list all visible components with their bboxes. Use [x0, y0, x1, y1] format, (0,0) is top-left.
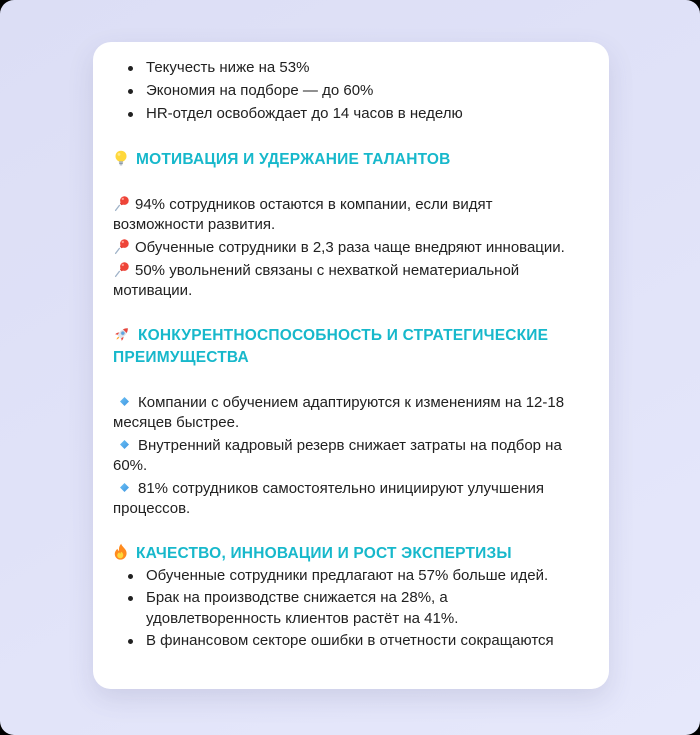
list-item-text: Брак на производстве снижается на 28%, а удовлетворенность клиентов растёт на 41%.: [146, 589, 459, 627]
section-title-motivation: [113, 149, 585, 171]
pin-item: [113, 195, 585, 235]
pushpin-icon: [113, 238, 130, 255]
section-title-text: КОНКУРЕНТНОСПОСОБНОСТЬ И СТРАТЕГИЧЕСКИЕ ПРЕИМУЩЕСТВА: [113, 327, 549, 366]
section-title-text: МОТИВАЦИЯ И УДЕРЖАНИЕ ТАЛАНТОВ: [136, 151, 451, 168]
bullet-dot-icon: [128, 66, 133, 71]
list-item: [113, 587, 585, 629]
diamond-icon: [120, 440, 129, 449]
pin-item: [113, 261, 585, 301]
list-item-text: Экономия на подборе — до 60%: [146, 82, 374, 99]
section-title-text: КАЧЕСТВО, ИННОВАЦИИ И РОСТ ЭКСПЕРТИЗЫ: [136, 545, 512, 562]
rocket-icon: [113, 325, 131, 343]
diamond-icon: [120, 483, 129, 492]
list-item-text: HR-отдел освобождает до 14 часов в неделю: [146, 105, 463, 122]
diamond-item: [113, 479, 585, 519]
quality-list: [113, 565, 585, 651]
fire-icon: [113, 543, 129, 561]
section-title-quality: [113, 543, 585, 565]
diamond-item: [113, 393, 585, 433]
content-card: [93, 42, 609, 689]
section-title-competitiveness: [113, 325, 585, 369]
diamond-item-text: Компании с обучением адаптируются к изменениям на 12-18 месяцев быстрее.: [113, 394, 565, 431]
pin-item: [113, 238, 585, 258]
list-item: [113, 103, 585, 125]
pin-item-text: Обученные сотрудники в 2,3 раза чаще внедряют инновации.: [135, 239, 565, 256]
bullet-dot-icon: [128, 574, 133, 579]
card-bottom-fade: [93, 659, 609, 689]
diamond-item-text: Внутренний кадровый резерв снижает затраты на подбор на 60%.: [113, 437, 562, 474]
pin-item-text: 94% сотрудников остаются в компании, если видят возможности развития.: [113, 196, 493, 233]
intro-list: [113, 57, 585, 125]
list-item: [113, 80, 585, 102]
pushpin-icon: [113, 261, 130, 278]
diamond-icon: [120, 397, 129, 406]
section-body-motivation: [113, 195, 585, 301]
diamond-item-text: 81% сотрудников самостоятельно инициируют улучшения процессов.: [113, 480, 545, 517]
list-item-text: Текучесть ниже на 53%: [146, 59, 310, 76]
pushpin-icon: [113, 195, 130, 212]
list-item-text: В финансовом секторе ошибки в отчетности сокращаются: [146, 632, 554, 649]
list-item: [113, 565, 585, 586]
lightbulb-icon: [113, 150, 129, 167]
bullet-dot-icon: [128, 596, 133, 601]
pin-item-text: 50% увольнений связаны с нехваткой нематериальной мотивации.: [113, 262, 520, 299]
bullet-dot-icon: [128, 89, 133, 94]
list-item: [113, 57, 585, 79]
section-body-competitiveness: [113, 393, 585, 519]
bullet-dot-icon: [128, 112, 133, 117]
diamond-item: [113, 436, 585, 476]
list-item: [113, 630, 585, 651]
bullet-dot-icon: [128, 639, 133, 644]
list-item-text: Обученные сотрудники предлагают на 57% больше идей.: [146, 567, 549, 584]
